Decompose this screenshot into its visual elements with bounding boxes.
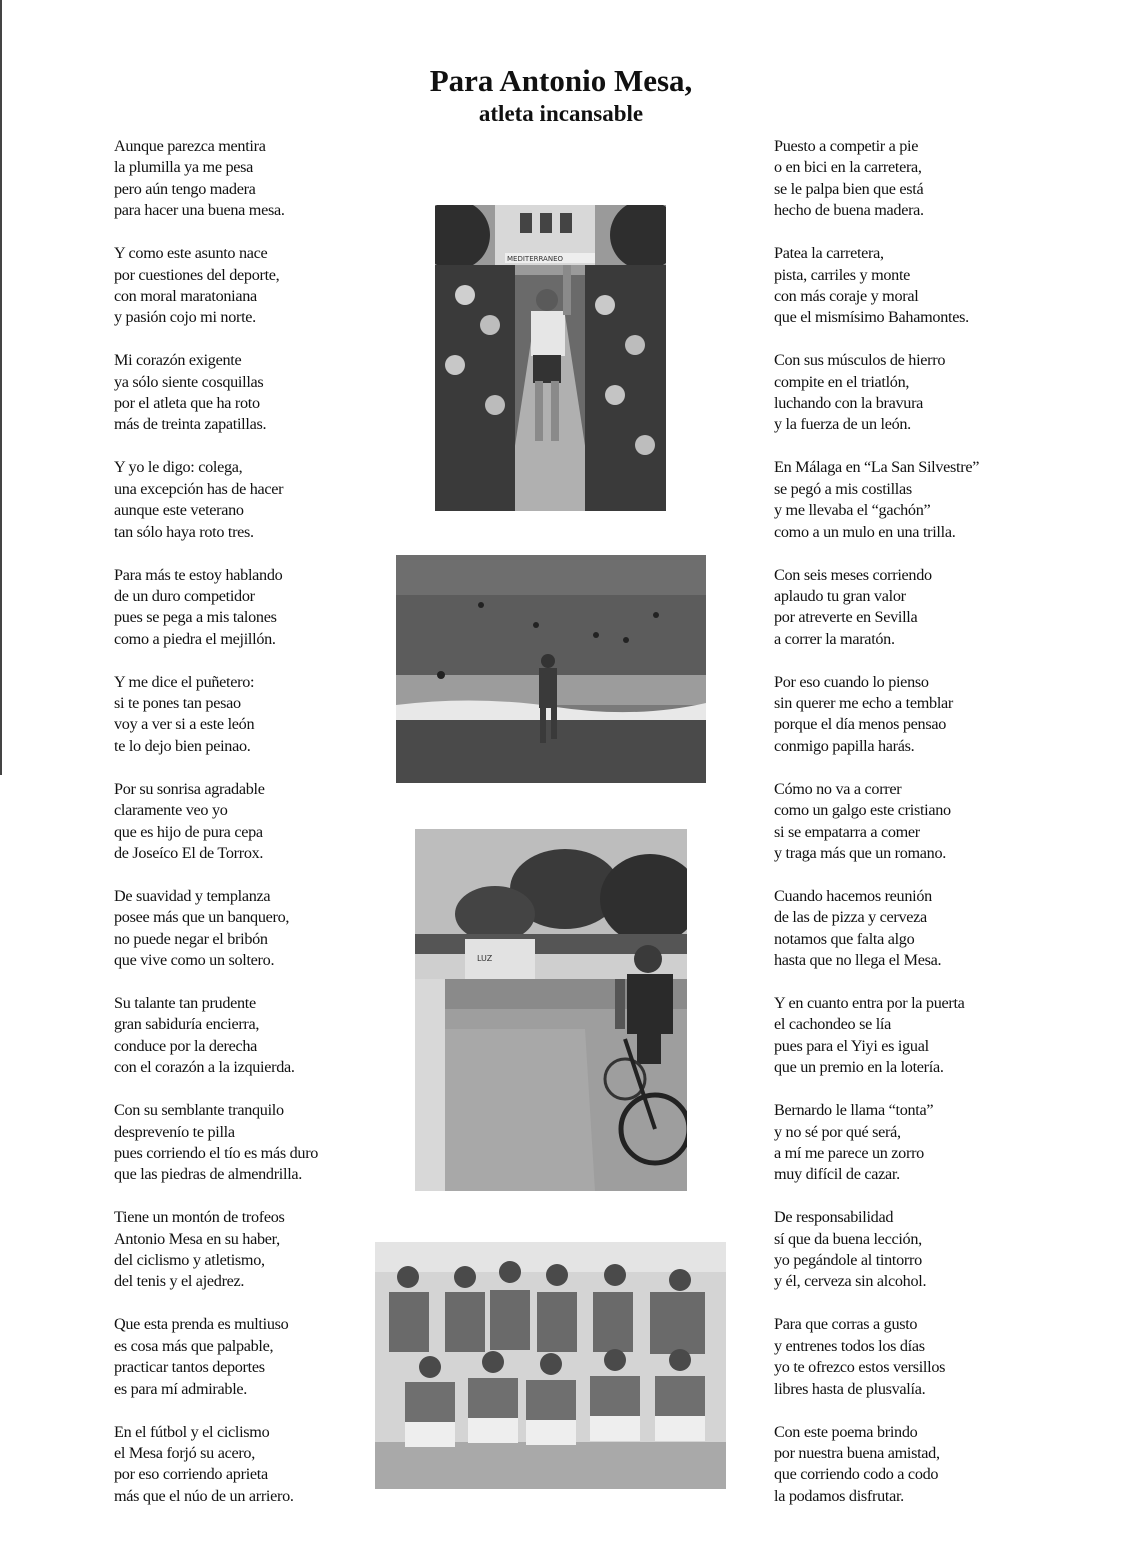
stanza <box>774 565 1104 651</box>
verse-line: Con este poema brindo <box>774 1422 918 1441</box>
verse-line: Y como este asunto nace <box>114 244 268 263</box>
verse-line: Tiene un montón de trofeos <box>114 1208 285 1227</box>
verse-line: pero aún tengo madera <box>114 179 256 198</box>
stanza <box>114 1314 374 1400</box>
verse-line: Cómo no va a correr <box>774 779 902 798</box>
verse-line: posee más que un banquero, <box>114 908 290 927</box>
verse-line: como a piedra el mejillón. <box>114 629 276 648</box>
stanza <box>774 457 1104 543</box>
verse-line: En el fútbol y el ciclismo <box>114 1422 270 1441</box>
photo-football-team <box>375 1242 726 1489</box>
photo-cyclist <box>415 829 687 1191</box>
verse-line: de las de pizza y cerveza <box>774 908 927 927</box>
verse-line: como un galgo este cristiano <box>774 801 951 820</box>
stanza <box>114 1100 374 1186</box>
verse-line: sin querer me echo a temblar <box>774 694 954 713</box>
stanza <box>774 136 1104 222</box>
photo-swimmer-beach <box>396 555 706 783</box>
verse-line: En Málaga en “La San Silvestre” <box>774 458 980 477</box>
verse-line: muy difícil de cazar. <box>774 1165 900 1184</box>
verse-line: por eso corriendo aprieta <box>114 1465 268 1484</box>
verse-line: Y me dice el puñetero: <box>114 672 255 691</box>
verse-line: y entrenes todos los días <box>774 1336 925 1355</box>
verse-line: se le palpa bien que está <box>774 179 924 198</box>
verse-line: Cuando hacemos reunión <box>774 886 932 905</box>
kiosk-sign-text: LUZ <box>477 954 493 963</box>
verse-line: para hacer una buena mesa. <box>114 201 285 220</box>
stanza <box>774 993 1104 1079</box>
verse-line: una excepción has de hacer <box>114 479 284 498</box>
stanza <box>774 1422 1104 1508</box>
verse-line: por nuestra buena amistad, <box>774 1443 940 1462</box>
verse-line: Por eso cuando lo pienso <box>774 672 929 691</box>
verse-line: pista, carriles y monte <box>774 265 911 284</box>
verse-line: Patea la carretera, <box>774 244 884 263</box>
verse-line: libres hasta de plusvalía. <box>774 1379 926 1398</box>
verse-line: Para que corras a gusto <box>774 1315 918 1334</box>
verse-line: el Mesa forjó su acero, <box>114 1443 255 1462</box>
verse-line: claramente veo yo <box>114 801 228 820</box>
stanza <box>114 565 374 651</box>
poem-title: Para Antonio Mesa, <box>429 63 693 98</box>
verse-line: que el mismísimo Bahamontes. <box>774 308 969 327</box>
verse-line: yo pegándole al tintorro <box>774 1251 922 1270</box>
verse-line: por el atleta que ha roto <box>114 394 260 413</box>
stanza <box>774 350 1104 436</box>
verse-line: Con su semblante tranquilo <box>114 1101 284 1120</box>
verse-line: que es hijo de pura cepa <box>114 822 263 841</box>
stanza <box>774 779 1104 865</box>
verse-line: a mí me parece un zorro <box>774 1143 924 1162</box>
verse-line: y pasión cojo mi norte. <box>114 308 256 327</box>
stanza <box>774 243 1104 329</box>
verse-line: no puede negar el bribón <box>114 929 268 948</box>
verse-line: porque el día menos pensao <box>774 715 947 734</box>
verse-line: Aunque parezca mentira <box>114 137 266 155</box>
stanza <box>114 1422 374 1508</box>
verse-line: de Joseíco El de Torrox. <box>114 843 264 862</box>
verse-line: y la fuerza de un león. <box>774 415 911 434</box>
verse-line: Y yo le digo: colega, <box>114 458 243 477</box>
stanza <box>114 779 374 865</box>
verse-line: más de treinta zapatillas. <box>114 415 267 434</box>
verse-line: Su talante tan prudente <box>114 994 256 1012</box>
verse-line: voy a ver si a este león <box>114 715 255 734</box>
stanza <box>114 350 374 436</box>
stanza <box>774 1314 1104 1400</box>
stanza <box>114 1207 374 1293</box>
verse-line: si se empatarra a comer <box>774 822 920 841</box>
banner-sign-text: MEDITERRANEO <box>507 255 564 263</box>
verse-line: y no sé por qué será, <box>774 1122 901 1141</box>
stanza <box>114 457 374 543</box>
verse-line: que vive como un soltero. <box>114 951 275 970</box>
verse-line: compite en el triatlón, <box>774 372 910 391</box>
verse-line: sí que da buena lección, <box>774 1229 922 1248</box>
verse-line: conmigo papilla harás. <box>774 736 915 755</box>
verse-line: pues se pega a mis talones <box>114 608 277 627</box>
verse-line: y me llevaba el “gachón” <box>774 501 931 520</box>
verse-line: por cuestiones del deporte, <box>114 265 280 284</box>
stanza <box>114 672 374 758</box>
verse-line: con moral maratoniana <box>114 286 257 305</box>
verse-line: luchando con la bravura <box>774 394 924 413</box>
verse-line: con el corazón a la izquierda. <box>114 1058 295 1077</box>
verse-line: yo te ofrezco estos versillos <box>774 1358 946 1377</box>
verse-line: Que esta prenda es multiuso <box>114 1315 289 1334</box>
verse-line: Por su sonrisa agradable <box>114 779 265 798</box>
verse-line: y traga más que un romano. <box>774 843 947 862</box>
verse-line: pues corriendo el tío es más duro <box>114 1143 319 1162</box>
verse-line: conduce por la derecha <box>114 1036 258 1055</box>
verse-line: desprevenío te pilla <box>114 1122 235 1141</box>
verse-line: aunque este veterano <box>114 501 244 520</box>
verse-line: la plumilla ya me pesa <box>114 158 254 177</box>
verse-line: el cachondeo se lía <box>774 1015 891 1034</box>
right-poem-column <box>774 136 1104 1529</box>
verse-line: es para mí admirable. <box>114 1379 248 1398</box>
verse-line: aplaudo tu gran valor <box>774 586 906 605</box>
verse-line: o en bici en la carretera, <box>774 158 922 177</box>
verse-line: hecho de buena madera. <box>774 201 924 220</box>
stanza <box>114 993 374 1079</box>
verse-line: Puesto a competir a pie <box>774 137 919 155</box>
verse-line: por atreverte en Sevilla <box>774 608 918 627</box>
stanza <box>774 1207 1104 1293</box>
stanza <box>114 886 374 972</box>
verse-line: Mi corazón exigente <box>114 351 242 370</box>
verse-line: a correr la maratón. <box>774 629 895 648</box>
stanza <box>774 672 1104 758</box>
verse-line: que las piedras de almendrilla. <box>114 1165 303 1184</box>
verse-line: y él, cerveza sin alcohol. <box>774 1272 927 1291</box>
verse-line: es cosa más que palpable, <box>114 1336 274 1355</box>
verse-line: se pegó a mis costillas <box>774 479 912 498</box>
verse-line: como a un mulo en una trilla. <box>774 522 956 541</box>
verse-line: de un duro competidor <box>114 586 255 605</box>
left-poem-column <box>114 136 374 1529</box>
stanza <box>114 136 374 222</box>
verse-line: si te pones tan pesao <box>114 694 241 713</box>
stanza <box>114 243 374 329</box>
verse-line: que corriendo codo a codo <box>774 1465 939 1484</box>
verse-line: notamos que falta algo <box>774 929 915 948</box>
verse-line: Con sus músculos de hierro <box>774 351 946 370</box>
verse-line: De responsabilidad <box>774 1208 894 1227</box>
verse-line: tan sólo haya roto tres. <box>114 522 254 541</box>
poem-subtitle: atleta incansable <box>478 101 644 126</box>
verse-line: con más coraje y moral <box>774 286 919 305</box>
verse-line: te lo dejo bien peinao. <box>114 736 251 755</box>
photo-runner-crowd <box>435 205 666 511</box>
verse-line: más que el núo de un arriero. <box>114 1486 294 1505</box>
verse-line: Bernardo le llama “tonta” <box>774 1101 934 1120</box>
stanza <box>774 886 1104 972</box>
verse-line: que un premio en la lotería. <box>774 1058 944 1077</box>
stanza <box>774 1100 1104 1186</box>
verse-line: Antonio Mesa en su haber, <box>114 1229 280 1248</box>
verse-line: hasta que no llega el Mesa. <box>774 951 942 970</box>
verse-line: del tenis y el ajedrez. <box>114 1272 245 1291</box>
verse-line: ya sólo siente cosquillas <box>114 372 264 391</box>
verse-line: practicar tantos deportes <box>114 1358 265 1377</box>
verse-line: De suavidad y templanza <box>114 886 271 905</box>
verse-line: del ciclismo y atletismo, <box>114 1251 265 1270</box>
verse-line: Con seis meses corriendo <box>774 565 932 584</box>
verse-line: Y en cuanto entra por la puerta <box>774 994 965 1012</box>
verse-line: la podamos disfrutar. <box>774 1486 904 1505</box>
verse-line: pues para el Yiyi es igual <box>774 1036 929 1055</box>
verse-line: gran sabiduría encierra, <box>114 1015 260 1034</box>
verse-line: Para más te estoy hablando <box>114 565 283 584</box>
